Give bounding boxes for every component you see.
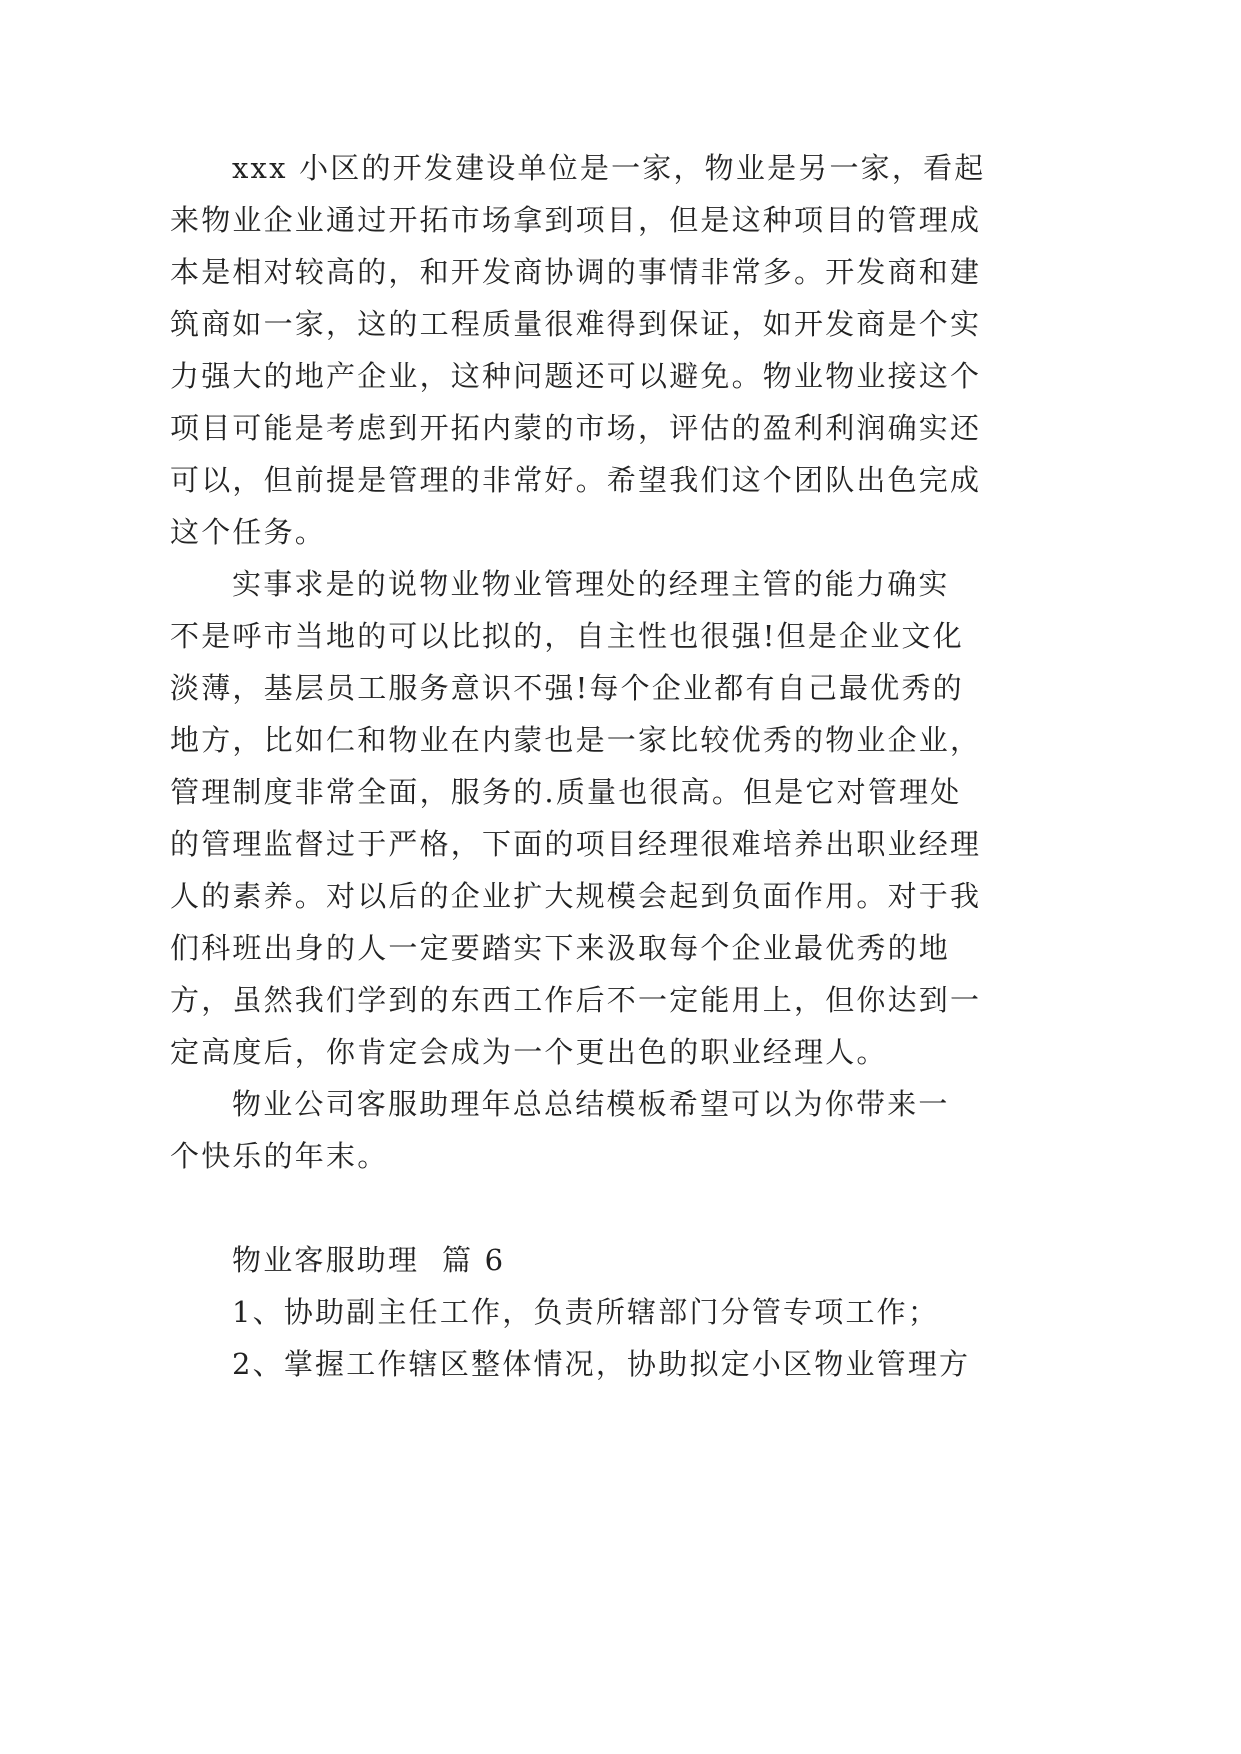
paragraph-1-line-3: 本是相对较高的，和开发商协调的事情非常多。开发商和建	[170, 255, 982, 289]
paragraph-2-line-10: 定高度后，你肯定会成为一个更出色的职业经理人。	[170, 1035, 888, 1069]
paragraph-2-line-9: 方，虽然我们学到的东西工作后不一定能用上，但你达到一	[170, 983, 982, 1017]
paragraph-2-line-7: 人的素养。对以后的企业扩大规模会起到负面作用。对于我	[170, 879, 982, 913]
paragraph-1-line-5: 力强大的地产企业，这种问题还可以避免。物业物业接这个	[170, 359, 982, 393]
paragraph-1-line-6: 项目可能是考虑到开拓内蒙的市场，评估的盈利利润确实还	[170, 411, 982, 445]
paragraph-2-line-1: 实事求是的说物业物业管理处的经理主管的能力确实	[232, 567, 950, 601]
paragraph-2-line-6: 的管理监督过于严格，下面的项目经理很难培养出职业经理	[170, 827, 982, 861]
paragraph-2-line-4: 地方，比如仁和物业在内蒙也是一家比较优秀的物业企业，	[170, 723, 982, 757]
paragraph-2-line-8: 们科班出身的人一定要踏实下来汲取每个企业最优秀的地	[170, 931, 951, 965]
paragraph-2-line-2: 不是呼市当地的可以比拟的，自主性也很强!但是企业文化	[170, 619, 964, 653]
list-item-1: 1、协助副主任工作，负责所辖部门分管专项工作；	[232, 1295, 940, 1329]
paragraph-3-line-1: 物业公司客服助理年总总结模板希望可以为你带来一	[232, 1087, 950, 1121]
paragraph-2-line-3: 淡薄，基层员工服务意识不强!每个企业都有自己最优秀的	[170, 671, 964, 705]
paragraph-1-line-8: 这个任务。	[170, 515, 327, 549]
paragraph-1-line-1: xxx 小区的开发建设单位是一家，物业是另一家，看起	[232, 151, 986, 185]
list-item-2: 2、掌握工作辖区整体情况，协助拟定小区物业管理方	[232, 1347, 971, 1381]
paragraph-3-line-2: 个快乐的年末。	[170, 1139, 389, 1173]
paragraph-1-line-7: 可以，但前提是管理的非常好。希望我们这个团队出色完成	[170, 463, 982, 497]
paragraph-1-line-2: 来物业企业通过开拓市场拿到项目，但是这种项目的管理成	[170, 203, 982, 237]
paragraph-2-line-5: 管理制度非常全面，服务的.质量也很高。但是它对管理处	[170, 775, 962, 809]
paragraph-1-line-4: 筑商如一家，这的工程质量很难得到保证，如开发商是个实	[170, 307, 982, 341]
section-heading: 物业客服助理 篇 6	[232, 1243, 506, 1277]
